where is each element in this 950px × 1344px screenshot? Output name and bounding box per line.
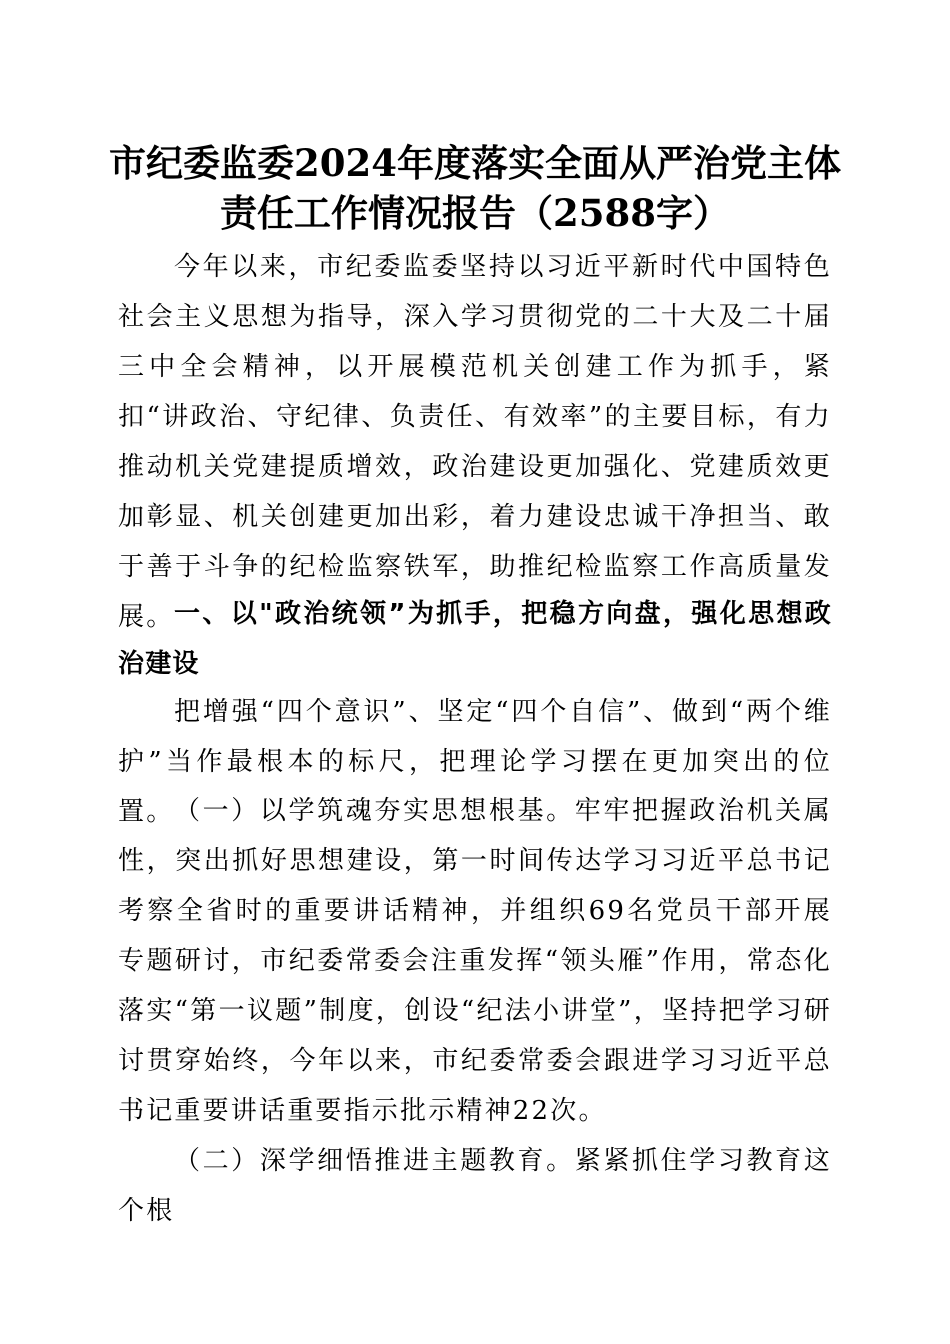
item-2-paragraph: （二）深学细悟推进主题教育。紧紧抓住学习教育这个根 bbox=[118, 1146, 832, 1226]
section-1-intro-paragraph: 把增强“四个意识”、坚定“四个自信”、做到“两个维护”当作最根本的标尺，把理论学习摆在更加突出的位置。 bbox=[118, 697, 832, 827]
document-title-line-1: 市纪委监委2024年度落实全面从严治党主体 bbox=[109, 141, 841, 185]
intro-paragraph: 今年以来，市纪委监委坚持以习近平新时代中国特色社会主义思想为指导，深入学习贯彻党的二十大及二十届三中全会精神，以开展模范机关创建工作为抓手，紧扣“讲政治、守纪律、负责任、有效率”的主要目标，有力推动机关党建提质增效，政治建设更加强化、党建质效更加彰显、机关创建更加出彩，着力建设忠诚干净担当、敢于善于斗争的纪检监察铁军，助推纪检监察工作高质量发展。 bbox=[118, 252, 832, 632]
document-title-line-2: 责任工作情况报告（2588字） bbox=[220, 191, 730, 235]
item-1-paragraph: （一）以学筑魂夯实思想根基。牢牢把握政治机关属性，突出抓好思想建设，第一时间传达学习习近平总书记考察全省时的重要讲话精神，并组织69名党员干部开展专题研讨，市纪委常委会注重发挥“领头雁”作用，常态化落实“第一议题”制度，创设“纪法小讲堂”，坚持把学习研讨贯穿始终，今年以来，市纪委常委会跟进学习习近平总书记重要讲话重要指示批示精神22次。 bbox=[118, 796, 832, 1126]
section-1-heading: 一、以"政治统领”为抓手，把稳方向盘，强化思想政治建设 bbox=[118, 599, 832, 679]
